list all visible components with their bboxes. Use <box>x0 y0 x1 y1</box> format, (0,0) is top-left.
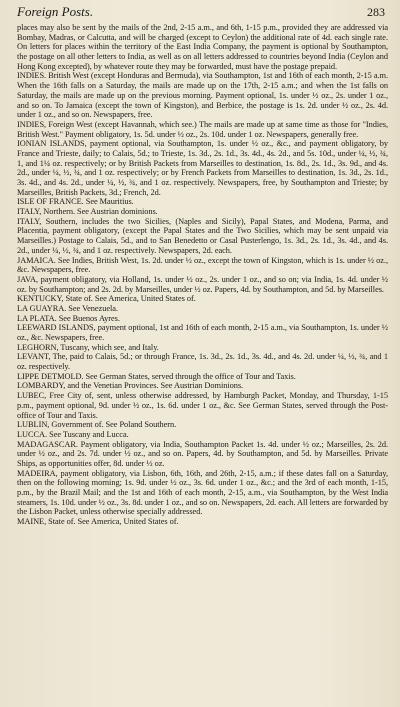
entry-ionian-islands: IONIAN ISLANDS, payment optional, via Southampton, 1s. under ½ oz., &c., and payment obligatory, by France and Trieste, daily; to Calais, 5d.; to Trieste, 1s. 3d., 2s. 1d., 3s. 4d., 4s. 2d., and 5s. 10d., under ¼, ½, ¾, 1, and 1¼ oz. respectively; or by British Packets from Marseilles to destination, 1s. 8d., 2s. 1d., 3s. 9d., and 4s. 2d., under ¼, ½, ¾, and 1 oz. respectively; or by French Packets from Marseilles to destination, 1s. 3d., 2s. 1d., 3s. 4d., and 4s. 2d., under ¼, ½, ¾, and 1 oz. respectively. Newspapers, free, by Southampton and Trieste; by Marseilles, British Packets, 3d.; French, 2d. <box>17 139 388 197</box>
entry-lublin: LUBLIN, Government of. See Poland Southern. <box>17 420 177 430</box>
entry-maine: MAINE, State of. See America, United States of. <box>17 517 179 527</box>
entry-jamaica: JAMAICA. See Indies, British West, 1s. 2d. under ½ oz., except the town of Kingston, which is 1s. under ½ oz., &c. Newspapers, free. <box>17 255 388 275</box>
entry-madeira: MADEIRA, payment obligatory, via Lisbon, 6th, 16th, and 26th, 2-15, a.m.; if these dates fall on a Saturday, then on the following morning; 1s. 9d. under ½ oz., 3s. 6d. under 1 oz., &c.; and the 3rd of each month, 1-15, p.m., by the Brazil Mail; and the 1st and 16th of each month, 2-15, a.m., via Southampton, by the West India steamers, 1s. 10d. under ½ oz., 3s. 8d. under 1 oz., and so on. Newspapers, 2d. each. All letters are forwarded by the Lisbon Packet, unless otherwise specially addressed. <box>17 468 388 517</box>
entry-lucca: LUCCA. See Tuscany and Lucca. <box>17 429 129 439</box>
entry-isle-of-france: ISLE OF FRANCE. See Mauritius. <box>17 197 134 207</box>
page-header <box>17 4 388 20</box>
paragraph-india-continued: places may also be sent by the mails of the 2nd, 2-15 a.m., and 6th, 1-15 p.m., provided they are addressed via Bombay, Madras, or Calcutta, and will be charged (except to Ceylon) the additional rate of 4d. each single rate. On letters for places within the territory of the East India Company, the payment is optional by Southampton, the postage on all other letters to India, as well as on all letters addressed to countries beyond India (Ceylon and Hong Kong excepted), by whatever route they may be forwarded, must have the postage prepaid. <box>17 23 388 71</box>
entry-italy-northern: ITALY, Northern. See Austrian dominions. <box>17 207 158 217</box>
entry-lippe-detmold: LIPPE DETMOLD. See German States, served through the office of Tour and Taxis. <box>17 371 296 381</box>
entry-indies-british-west: INDIES. British West (except Honduras and Bermuda), via Southampton, 1st and 16th of each month, 2-15 a.m. When the 16th falls on a Saturday, the mails are made up on the 17th, 2-15 a.m.; and when the 1st falls on Saturday, the mails are made up on the previous morning. Payment optional, 1s. under ½ oz., 2s. under 1 oz., and so on. To Jamaica (except the town of Kingston), and Berbice, the postage is 1s. 2d. under ½ oz., 2s. 4d. under 1 oz., and so on. Newspapers, free. <box>17 71 388 120</box>
entry-leghorn: LEGHORN, Tuscany, which see, and Italy. <box>17 342 159 352</box>
entry-leeward-islands: LEEWARD ISLANDS, payment optional, 1st and 16th of each month, 2-15 a.m., via Southampton, 1s. under ½ oz., &c. Newspapers, free. <box>17 323 388 342</box>
running-title: Foreign Posts. <box>17 4 94 19</box>
entry-java: JAVA, payment obligatory, via Holland, 1s. under ½ oz., 2s. under 1 oz., and so on; via India, 1s. 4d. under ½ oz. by Southampton; and 2s. 2d. by Marseilles, under ½ oz. Papers, 4d. by Southampton, and 5d. by Marseilles. <box>17 274 388 294</box>
body-text <box>17 23 388 527</box>
entry-madagascar: MADAGASCAR. Payment obligatory, via India, Southampton Packet 1s. 4d. under ½ oz.; Marseilles, 2s. 2d. under ½ oz., and 2s. 7d. under ½ oz., and so on. Papers, 4d. by Southampton, and 5d. by Marseilles. Private Ships, as opportunities offer, 8d. under ½ oz. <box>17 439 388 468</box>
entry-levant: LEVANT, The, paid to Calais, 5d.; or through France, 1s. 3d., 2s. 1d., 3s. 4d., and 4s. 2d. under ¼, ½, ¾, and 1 oz. respectively. <box>17 352 388 372</box>
entry-la-guayra: LA GUAYRA. See Venezuela. <box>17 303 118 313</box>
entry-la-plata: LA PLATA. See Buenos Ayres. <box>17 313 120 323</box>
entry-kentucky: KENTUCKY, State of. See America, United States of. <box>17 294 196 304</box>
entry-lubec: LUBEC, Free City of, sent, unless otherwise addressed, by Hamburgh Packet, Monday, and Thursday, 1-15 p.m., payment optional, 9d. under ½ oz., 1s. 6d. under 1 oz., &c. See German States, served through the Post-office of Tour and Taxis. <box>17 391 388 420</box>
entry-indies-foreign-west: INDIES, Foreign West (except Havannah, which see.) The mails are made up at same time as those for "Indies, British West." Payment obligatory, 1s. 5d. under ½ oz., 2s. 10d. under 1 oz. Newspapers, generally free. <box>17 119 388 139</box>
entry-italy-southern: ITALY, Southern, includes the two Sicilies, (Naples and Sicily), Papal States, and Modena, Parma, and Placentia, payment obligatory, (except the Papal States and the Two Sicilies, which may be sent unpaid via Marseilles.) Postage to Calais, 5d., and to San Benedetto or Casal Pusterlengo, 1s. 3d., 2s. 1d., 3s. 4d., and 4s. 2d., under ¼, ½, ¾, and 1 oz. respectively. Newspapers, 2d. each. <box>17 216 388 255</box>
entry-lombardy: LOMBARDY, and the Venetian Provinces. See Austrian Dominions. <box>17 381 244 391</box>
page-number: 283 <box>367 5 385 19</box>
